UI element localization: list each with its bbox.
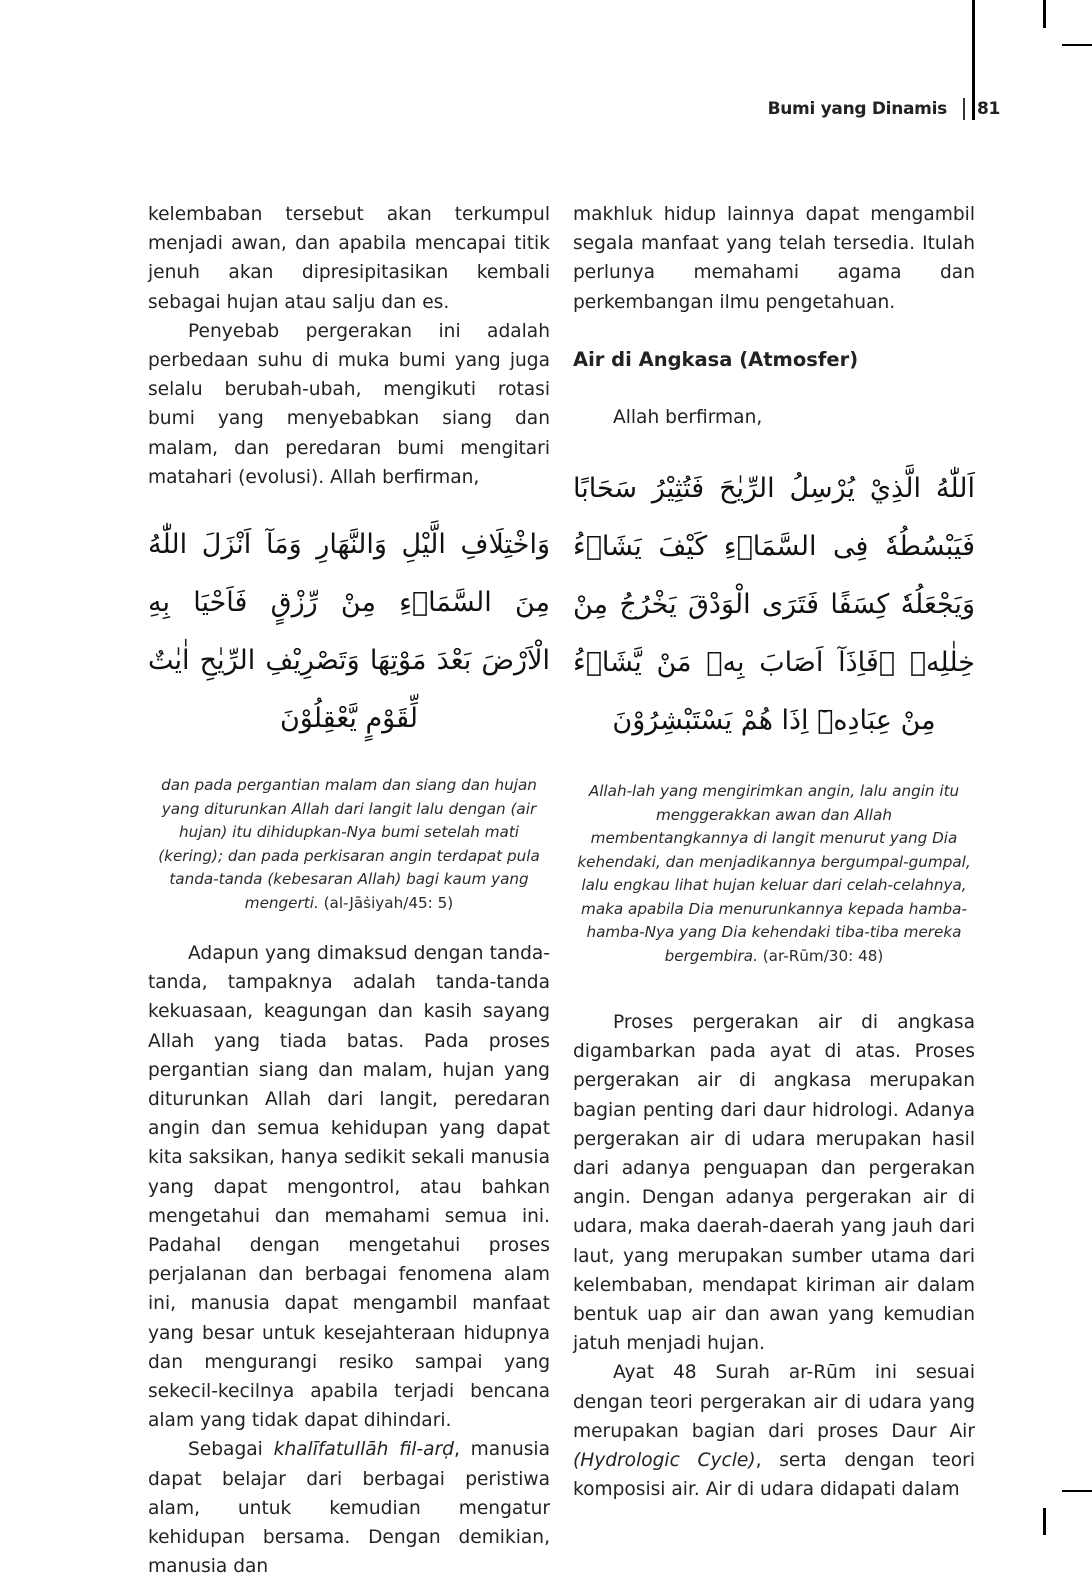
section-heading: Air di Angkasa (Atmosfer) bbox=[573, 347, 859, 371]
verse-translation-2 bbox=[573, 780, 975, 968]
left-column bbox=[148, 200, 550, 1582]
right-paragraph-3 bbox=[573, 1358, 975, 1504]
allah-says-line: Allah berfirman, bbox=[613, 406, 763, 428]
crop-mark-top-vertical-2 bbox=[1043, 0, 1046, 28]
right-paragraph-1: makhluk hidup lainnya dapat mengambil segala manfaat yang telah tersedia. Itulah perlunya memahami agama dan perkembangan ilmu pengetahuan. bbox=[573, 204, 975, 313]
crop-mark-bottom-vertical bbox=[1043, 1508, 1046, 1535]
verse-translation-1-text: dan pada pergantian malam dan siang dan hujan yang diturunkan Allah dari langit lalu dengan (air hujan) itu dihidupkan-Nya bumi setelah mati (kering); dan pada perkisaran angin terdapat pula tanda-tanda (kebesaran Allah) bagi kaum yang mengerti. bbox=[158, 776, 540, 912]
right-paragraph-2: Proses pergerakan air di angkasa digambarkan pada ayat di atas. Proses pergerakan air di angkasa merupakan bagian penting dari daur hidrologi. Adanya pergerakan air di udara merupakan hasil dari adanya penguapan dan pergerakan angin. Dengan adanya pergerakan air di udara, maka daerah-daerah yang jauh dari laut, yang merupakan sumber utama dari kelembaban, mendapat kiriman air dalam bentuk uap air dan awan yang kemudian jatuh menjadi hujan. bbox=[573, 1012, 975, 1355]
left-paragraph-4 bbox=[148, 1435, 550, 1581]
running-head bbox=[768, 98, 1000, 120]
left-paragraph-3: Adapun yang dimaksud dengan tanda-tanda, tampaknya adalah tanda-tanda kekuasaan, keagungan dan kasih sayang Allah yang tiada batas. Pada proses pergantian siang dan malam, hujan yang diturunkan Allah dari langit, peredaran angin dan semua kehidupan yang dapat kita saksikan, hanya sedikit sekali manusia yang dapat mengontrol, atau bahkan mengetahui dan memahami semua ini. Padahal dengan mengetahui proses perjalanan dan berbagai fenomena alam ini, manusia dapat mengambil manfaat yang besar untuk kesejahteraan hidupnya dan mengurangi resiko sampai yang sekecil-kecilnya apabila terjadi bencana alam yang tidak dapat dihindari. bbox=[148, 943, 550, 1432]
crop-mark-bottom-horizontal bbox=[1062, 1490, 1092, 1492]
left-paragraph-1: kelembaban tersebut akan terkumpul menjadi awan, dan apabila mencapai titik jenuh akan dipresipitasikan kembali sebagai hujan atau salju dan es. bbox=[148, 204, 550, 313]
left-paragraph-4-italic: khalīfatullāh fil-arḍ bbox=[273, 1439, 454, 1461]
verse-reference-2: (ar-Rūm/30: 48) bbox=[762, 946, 884, 965]
quran-verse-arabic-2: اَللّٰهُ الَّذِيْ يُرْسِلُ الرِّيٰحَ فَتُثِيْرُ سَحَابًا فَيَبْسُطُهٗ فِى السَّمَاۤءِ كَيْفَ يَشَاۤءُ وَيَجْعَلُهٗ كِسَفًا فَتَرَى الْوَدْقَ يَخْرُجُ مِنْ خِلٰلِهٖ ۚفَاِذَآ اَصَابَ بِهٖ مَنْ يَّشَاۤءُ مِنْ عِبَادِهٖٓ اِذَا هُمْ يَسْتَبْشِرُوْنَ bbox=[573, 473, 975, 737]
verse-reference-1: (al-Jāṡiyah/45: 5) bbox=[323, 893, 454, 912]
running-title: Bumi yang Dinamis bbox=[767, 99, 947, 119]
left-paragraph-4-end: , manusia dapat belajar dari berbagai peristiwa alam, untuk kemudian mengatur kehidupan bersama. Dengan demikian, manusia dan bbox=[148, 1439, 550, 1578]
verse-translation-1 bbox=[148, 774, 550, 915]
verse-translation-2-text: Allah-lah yang mengirimkan angin, lalu angin itu menggerakkan awan dan Allah membentangkannya di langit menurut yang Dia kehendaki, dan menjadikannya bergumpal-gumpal, lalu engkau lihat hujan keluar dari celah-celahnya, maka apabila Dia menurunkannya kepada hamba-hamba-Nya yang Dia kehendaki tiba-tiba mereka bergembira. bbox=[577, 782, 971, 965]
right-paragraph-3-start: Ayat 48 Surah ar-Rūm ini sesuai dengan teori pergerakan air di udara yang merupakan bagian dari proses Daur Air bbox=[573, 1362, 975, 1442]
right-paragraph-3-end: , serta dengan teori komposisi air. Air di udara didapati dalam bbox=[573, 1450, 975, 1501]
left-paragraph-2: Penyebab pergerakan ini adalah perbedaan suhu di muka bumi yang juga selalu berubah-ubah, mengikuti rotasi bumi yang menyebabkan siang dan malam, dan peredaran bumi mengitari matahari (evolusi). Allah berfirman, bbox=[148, 320, 550, 488]
right-column bbox=[573, 200, 975, 1504]
running-head-divider bbox=[963, 98, 965, 120]
right-paragraph-3-italic: (Hydrologic Cycle) bbox=[573, 1450, 756, 1472]
crop-mark-top-horizontal bbox=[1062, 44, 1092, 46]
left-paragraph-4-start: Sebagai bbox=[188, 1439, 274, 1461]
page-number: 81 bbox=[976, 99, 1000, 119]
quran-verse-arabic-1: وَاخْتِلَافِ الَّيْلِ وَالنَّهَارِ وَمَآ اَنْزَلَ اللّٰهُ مِنَ السَّمَاۤءِ مِنْ رِّزْقٍ فَاَحْيَا بِهِ الْاَرْضَ بَعْدَ مَوْتِهَا وَتَصْرِيْفِ الرِّيٰحِ اٰيٰتٌ لِّقَوْمٍ يَّعْقِلُوْنَ bbox=[148, 529, 550, 735]
